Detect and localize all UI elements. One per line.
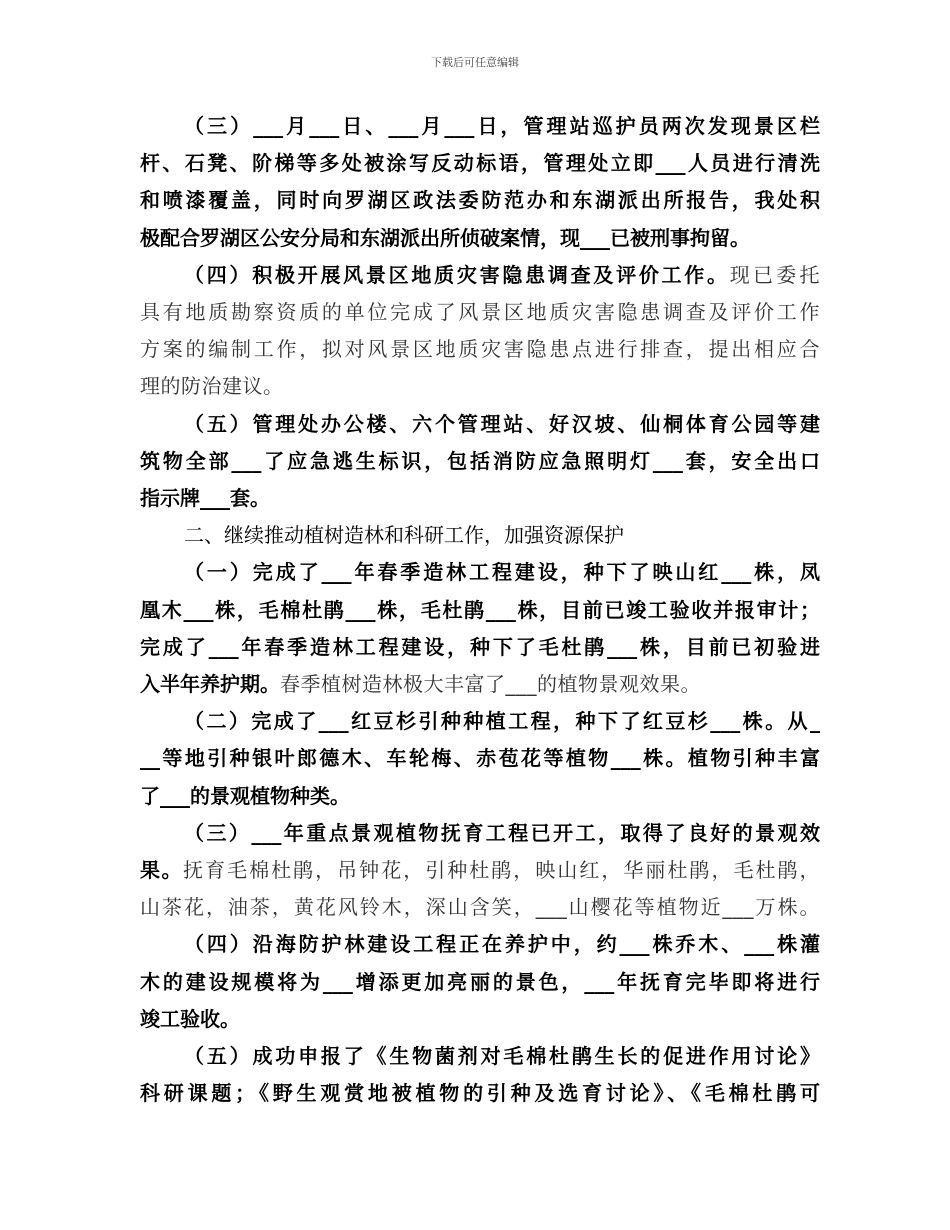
text-line: 极配合罗湖区公安分局和东湖派出所侦破案情，现___已被刑事拘留。 [140,226,750,250]
text-line: 完成了___年春季造林工程建设，种下了毛杜鹃___株，目前已初验进 [140,635,820,659]
text-line: 理的防治建议。 [140,374,284,398]
text-line: （一）完成了___年春季造林工程建设，种下了映山红___株，凤 [184,560,820,584]
text-line: 指示牌___套。 [140,486,270,510]
text-line: （五）成功申报了《生物菌剂对毛棉杜鹃生长的促进作用讨论》 [184,1044,820,1068]
text-line: 果。抚育毛棉杜鹃，吊钟花，引种杜鹃，映山红，华丽杜鹃，毛杜鹃， [140,858,821,882]
text-line: 了___的景观植物种类。 [140,784,350,808]
text-line: 杆、石凳、阶梯等多处被涂写反动标语，管理处立即___人员进行清洗 [140,151,820,175]
text-line: （三）___年重点景观植物抚育工程已开工，取得了良好的景观效 [184,821,820,845]
text-line: 二、继续推动植树造林和科研工作，加强资源保护 [184,523,624,547]
text-line: 具有地质勘察资质的单位完成了风景区地质灾害隐患调查及评价工作 [140,300,820,324]
text-line: 山茶花，油茶，黄花风铃木，深山含笑，___山樱花等植物近___万株。 [140,895,820,919]
text-line: 凰木___株，毛棉杜鹃___株，毛杜鹃___株，目前已竣工验收并报审计； [140,598,820,622]
text-line: __等地引种银叶郎德木、车轮梅、赤苞花等植物___株。植物引种丰富 [140,746,820,770]
text-line: 木的建设规模将为___增添更加亮丽的景色，___年抚育完毕即将进行 [140,970,820,994]
text-line: 和喷漆覆盖，同时向罗湖区政法委防范办和东湖派出所报告，我处积 [140,188,820,212]
text-line: （四）积极开展风景区地质灾害隐患调查及评价工作。现已委托 [184,263,821,287]
text-line: （五）管理处办公楼、六个管理站、好汉坡、仙桐体育公园等建 [184,412,820,436]
page-header: 下载后可任意编辑 [431,56,519,69]
text-line: （二）完成了___红豆杉引种种植工程，种下了红豆杉___株。从_ [184,709,820,733]
text-line: 入半年养护期。春季植树造林极大丰富了___的植物景观效果。 [140,672,701,696]
text-line: 方案的编制工作，拟对风景区地质灾害隐患点进行排查，提出相应合 [140,337,820,361]
text-line: 竣工验收。 [140,1007,240,1031]
text-line: （四）沿海防护林建设工程正在养护中，约___株乔木、___株灌 [184,932,820,956]
text-line: 筑物全部___了应急逃生标识，包括消防应急照明灯___套，安全出口 [140,449,820,473]
text-line: 科研课题；《野生观赏地被植物的引种及选育讨论》、《毛棉杜鹃可 [140,1081,820,1105]
text-line: （三）___月___日、___月___日，管理站巡护员两次发现景区栏 [184,114,820,138]
